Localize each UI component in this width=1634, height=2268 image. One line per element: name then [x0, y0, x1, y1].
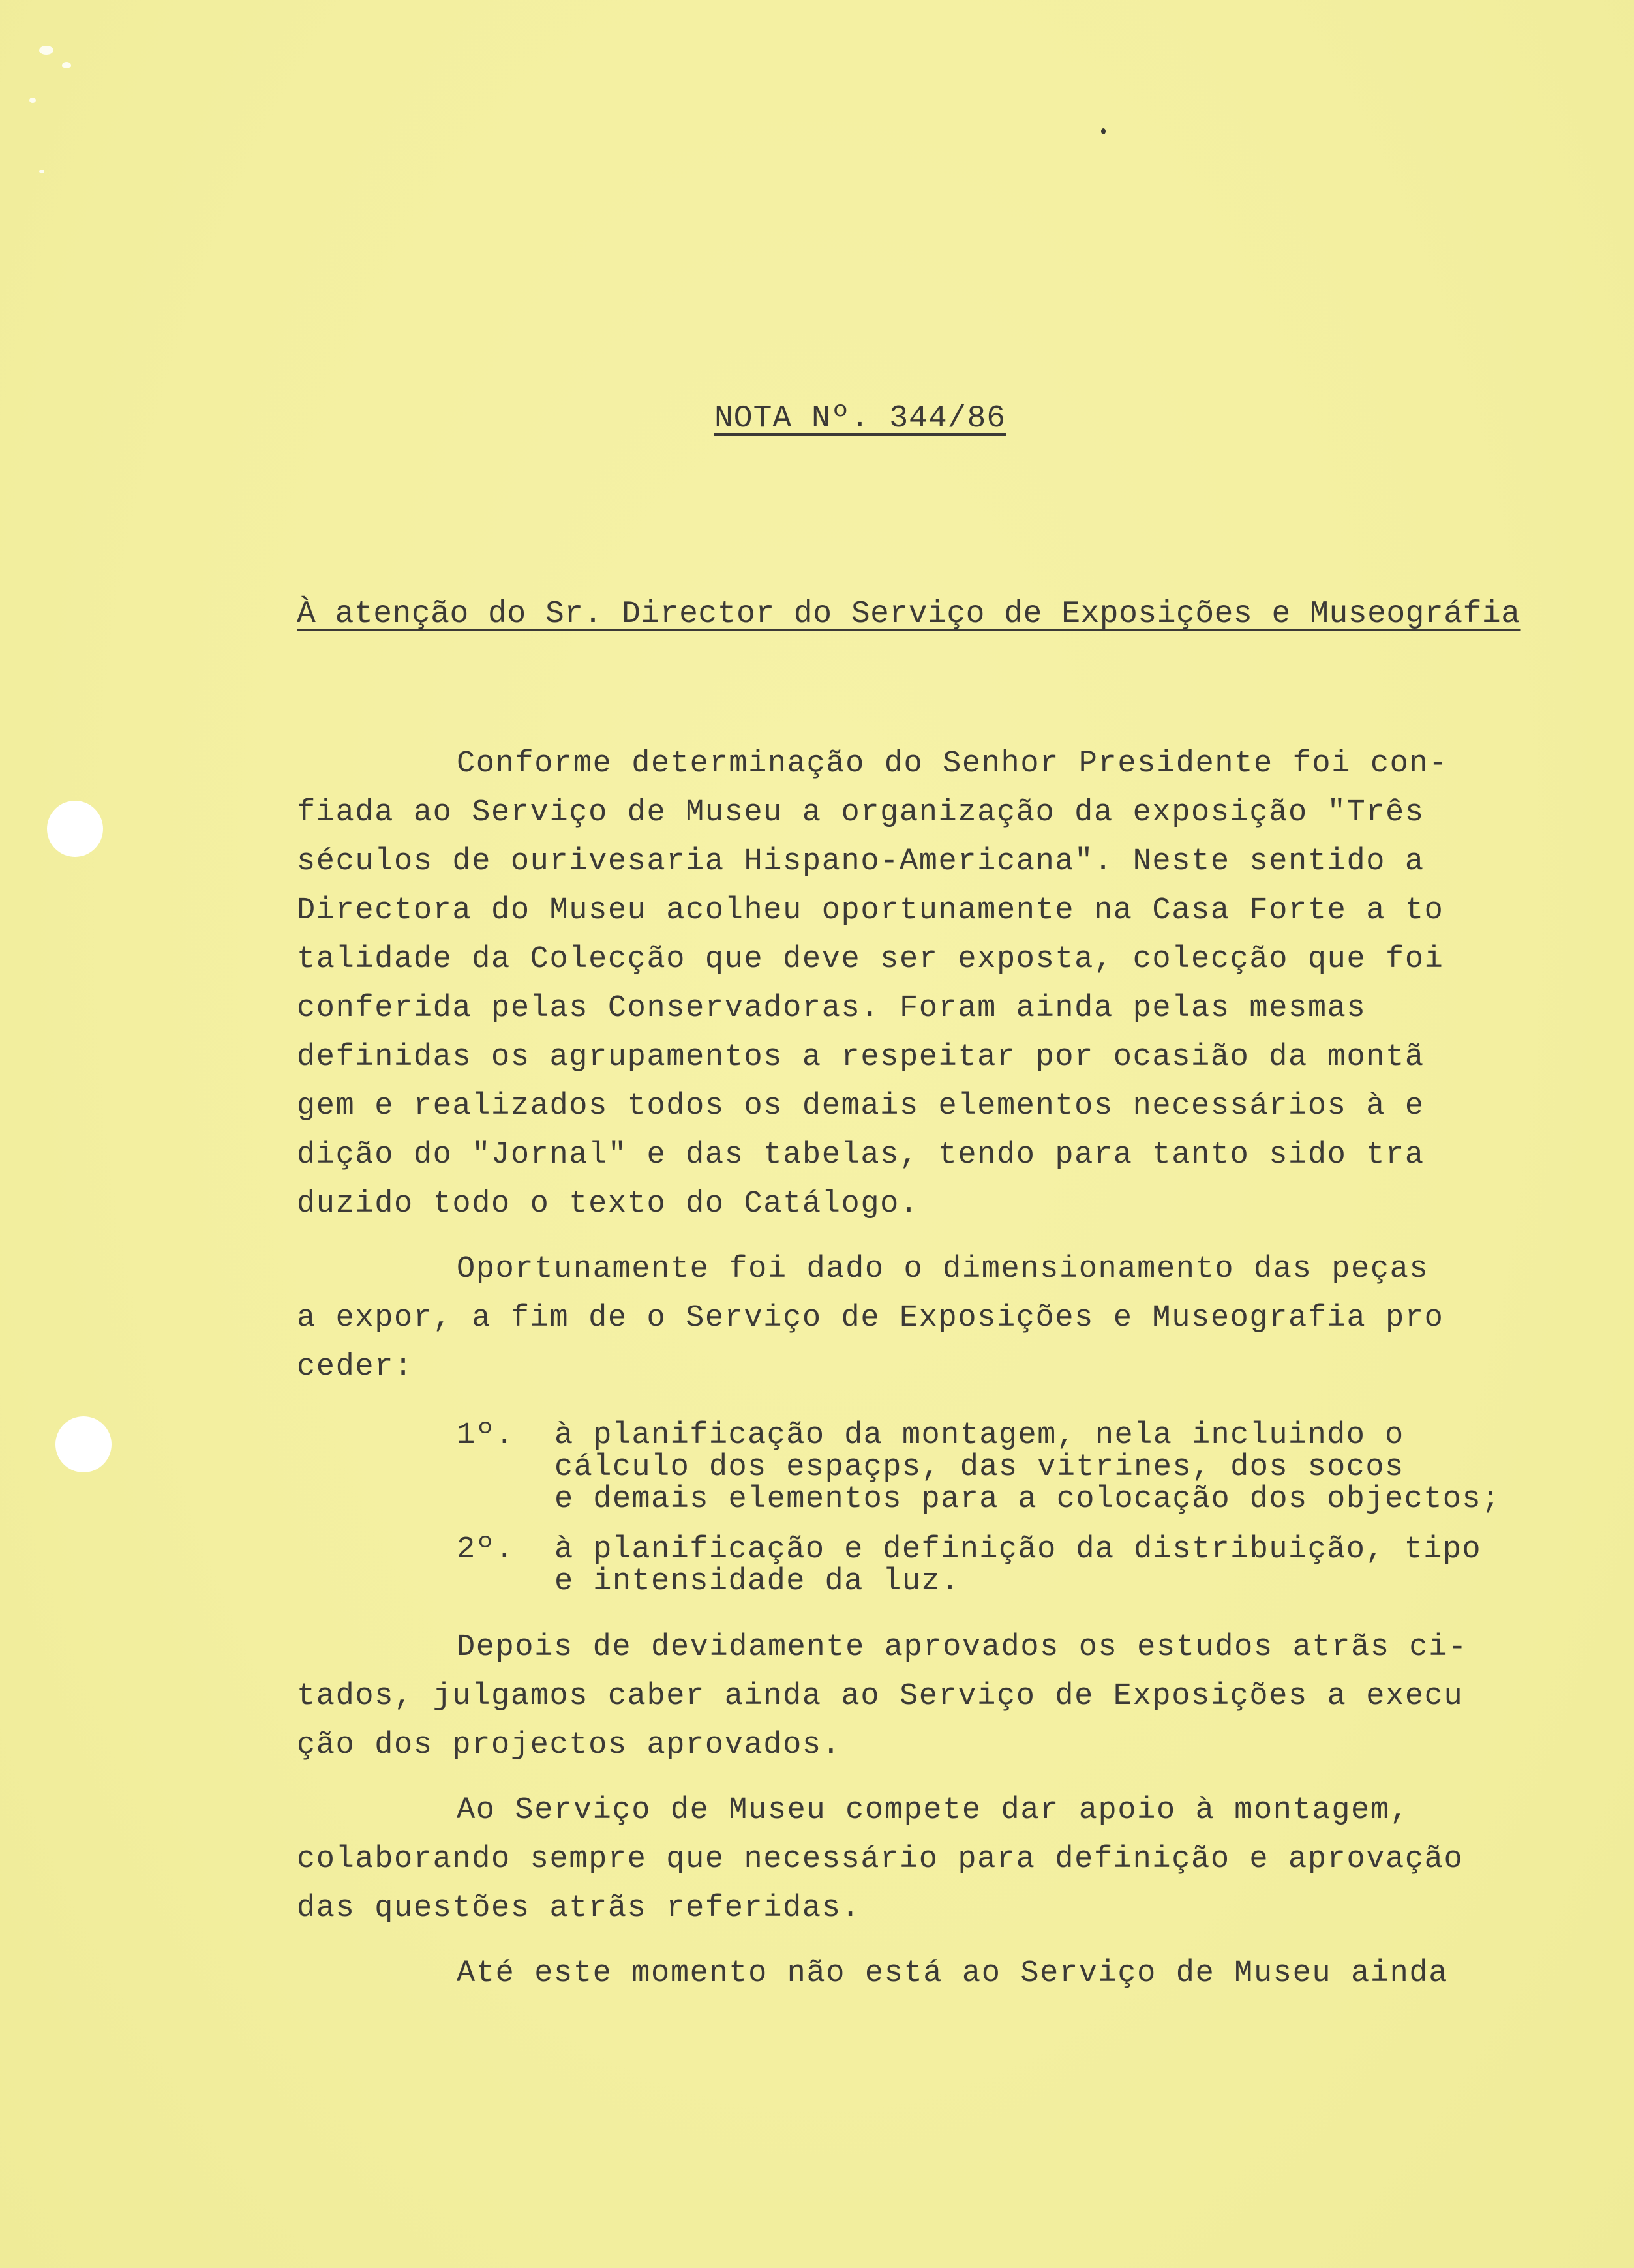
list-item-line: cálculo dos espaçps, das vitrines, dos socos — [554, 1450, 1404, 1485]
list-marker: 1º. — [457, 1418, 515, 1453]
paragraph-line: Oportunamente foi dado o dimensionamento das peças — [457, 1252, 1429, 1287]
paragraph-line: Directora do Museu acolheu oportunamente na Casa Forte a to — [297, 893, 1444, 928]
paragraph-line: ceder: — [297, 1350, 414, 1384]
paragraph-line: colaborando sempre que necessário para definição e aprovação — [297, 1842, 1464, 1877]
paragraph-line: Ao Serviço de Museu compete dar apoio à montagem, — [457, 1793, 1410, 1828]
list-marker: 2º. — [457, 1532, 515, 1567]
paragraph-line: Até este momento não está ao Serviço de Museu ainda — [457, 1956, 1449, 1991]
list-item-line: e intensidade da luz. — [554, 1564, 960, 1599]
punch-hole-top — [47, 801, 103, 857]
paragraph-line: Conforme determinação do Senhor Presidente foi con- — [457, 747, 1449, 781]
list-item-line: e demais elementos para a colocação dos objectos; — [554, 1482, 1501, 1517]
paragraph-line: gem e realizados todos os demais elementos necessários à e — [297, 1089, 1425, 1124]
paper-speck — [62, 62, 71, 68]
paper-speck — [29, 98, 36, 103]
paragraph-line: definidas os agrupamentos a respeitar por ocasião da montã — [297, 1040, 1425, 1075]
paragraph-line: dição do "Jornal" e das tabelas, tendo para tanto sido tra — [297, 1138, 1425, 1172]
attention-line: À atenção do Sr. Director do Serviço de Exposições e Museográfia — [297, 597, 1521, 632]
paragraph-line: fiada ao Serviço de Museu a organização da exposição "Três — [297, 796, 1425, 830]
paragraph-line: tados, julgamos caber ainda ao Serviço de Exposições a execu — [297, 1679, 1464, 1714]
ink-dot — [1101, 128, 1106, 134]
list-item-line: à planificação da montagem, nela incluindo o — [554, 1418, 1404, 1453]
paper-speck — [39, 46, 53, 55]
paragraph-line: Depois de devidamente aprovados os estudos atrãs ci- — [457, 1630, 1468, 1665]
paragraph-line: conferida pelas Conservadoras. Foram ainda pelas mesmas — [297, 991, 1367, 1026]
punch-hole-bottom — [55, 1416, 112, 1472]
note-title: NOTA Nº. 344/86 — [714, 401, 1006, 436]
paragraph-line: ção dos projectos aprovados. — [297, 1728, 841, 1763]
paragraph-line: séculos de ourivesaria Hispano-Americana". Neste sentido a — [297, 844, 1425, 879]
paragraph-line: talidade da Colecção que deve ser exposta, colecção que foi — [297, 942, 1444, 977]
paragraph-line: duzido todo o texto do Catálogo. — [297, 1187, 919, 1221]
paragraph-line: a expor, a fim de o Serviço de Exposições e Museografia pro — [297, 1301, 1444, 1335]
paper-speck — [39, 170, 44, 173]
list-item-line: à planificação e definição da distribuição, tipo — [554, 1532, 1482, 1567]
paragraph-line: das questões atrãs referidas. — [297, 1891, 861, 1926]
